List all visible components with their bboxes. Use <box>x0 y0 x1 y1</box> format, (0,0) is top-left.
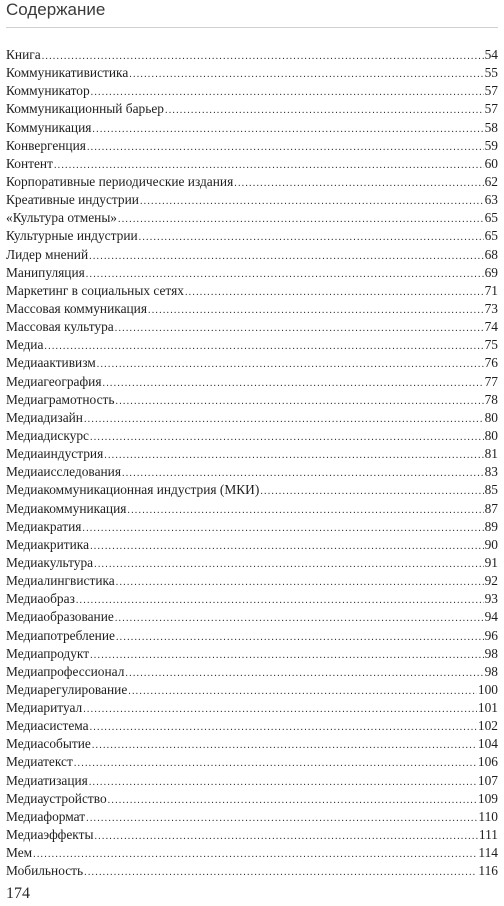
dot-leader <box>118 211 484 227</box>
toc-entry-term: Коммуникативистика <box>6 65 129 81</box>
dot-leader <box>90 538 484 554</box>
toc-entry[interactable] <box>6 536 498 554</box>
toc-entry-term: Массовая коммуникация <box>6 300 148 316</box>
toc-entry-term: Медиаобраз <box>6 591 75 607</box>
toc-entry-page: 77 <box>484 373 498 389</box>
toc-entry-page: 89 <box>484 518 498 534</box>
toc-entry-page: 59 <box>484 137 498 153</box>
toc-entry[interactable] <box>6 735 498 753</box>
toc-entry-term: Медиакультура <box>6 554 94 570</box>
toc-entry-page: 91 <box>484 554 498 570</box>
toc-entry[interactable] <box>6 590 498 608</box>
toc-entry-term: Манипуляция <box>6 264 85 280</box>
toc-entry[interactable] <box>6 554 498 572</box>
toc-entry-term: Медиаграмотность <box>6 391 115 407</box>
toc-entry-term: Медиаформат <box>6 808 86 824</box>
toc-entry[interactable] <box>6 318 498 336</box>
toc-entry-term: Медиалингвистика <box>6 573 115 589</box>
dot-leader <box>94 556 483 572</box>
toc-entry[interactable] <box>6 246 498 264</box>
toc-entry[interactable] <box>6 82 498 100</box>
toc-entry-page: 73 <box>484 300 498 316</box>
table-of-contents <box>6 46 498 880</box>
toc-entry-page: 74 <box>484 319 498 335</box>
toc-entry[interactable] <box>6 717 498 735</box>
toc-entry[interactable] <box>6 64 498 82</box>
toc-entry-page: 75 <box>484 337 498 353</box>
toc-entry[interactable] <box>6 826 498 844</box>
dot-leader <box>116 574 484 590</box>
dot-leader <box>97 356 484 372</box>
toc-entry-page: 98 <box>484 663 498 679</box>
dot-leader <box>42 48 484 64</box>
toc-entry-term: Медиаактивизм <box>6 355 96 371</box>
toc-entry[interactable] <box>6 409 498 427</box>
dot-leader <box>125 665 483 681</box>
dot-leader <box>185 284 484 300</box>
dot-leader <box>90 429 484 445</box>
toc-entry-page: 110 <box>478 808 498 824</box>
toc-entry[interactable] <box>6 282 498 300</box>
toc-entry-term: Медиакритика <box>6 536 90 552</box>
dot-leader <box>129 66 483 82</box>
dot-leader <box>122 465 484 481</box>
toc-entry-term: Лидер мнений <box>6 246 89 262</box>
toc-entry[interactable] <box>6 844 498 862</box>
toc-entry-term: Медиарегулирование <box>6 681 128 697</box>
toc-entry[interactable] <box>6 608 498 626</box>
toc-entry-page: 85 <box>484 482 498 498</box>
dot-leader <box>87 139 484 155</box>
dot-leader <box>76 592 484 608</box>
dot-leader <box>92 121 483 137</box>
toc-entry-page: 65 <box>484 228 498 244</box>
toc-entry-term: Медиаобразование <box>6 609 114 625</box>
toc-entry-page: 109 <box>477 790 498 806</box>
toc-entry-page: 80 <box>484 409 498 425</box>
dot-leader <box>84 411 484 427</box>
toc-entry-term: Медиаисследования <box>6 464 122 480</box>
toc-entry-term: Медиадискурс <box>6 427 89 443</box>
page-number: 174 <box>6 885 30 902</box>
toc-entry-term: Мем <box>6 845 33 861</box>
toc-entry-page: 55 <box>484 65 498 81</box>
dot-leader <box>89 774 477 790</box>
dot-leader <box>108 792 477 808</box>
toc-entry-term: Медиакратия <box>6 518 82 534</box>
toc-entry[interactable] <box>6 354 498 372</box>
toc-entry-term: Медиапродукт <box>6 645 90 661</box>
toc-entry-page: 62 <box>484 173 498 189</box>
toc-entry-page: 106 <box>477 754 498 770</box>
toc-entry[interactable] <box>6 645 498 663</box>
toc-entry[interactable] <box>6 137 498 155</box>
toc-entry-term: Медиатекст <box>6 754 73 770</box>
toc-entry-term: Культурные индустрии <box>6 228 138 244</box>
toc-entry-page: 81 <box>484 446 498 462</box>
toc-entry-term: Медиаустройство <box>6 790 107 806</box>
toc-entry[interactable] <box>6 500 498 518</box>
toc-entry-page: 101 <box>477 700 498 716</box>
toc-entry-page: 60 <box>484 155 498 171</box>
dot-leader <box>234 175 483 191</box>
toc-entry-page: 54 <box>484 47 498 62</box>
toc-entry[interactable] <box>6 391 498 409</box>
toc-entry-term: Книга <box>6 47 41 62</box>
dot-leader <box>86 810 477 826</box>
toc-entry[interactable] <box>6 627 498 645</box>
toc-entry[interactable] <box>6 681 498 699</box>
dot-leader <box>165 102 484 118</box>
dot-leader <box>116 393 484 409</box>
dot-leader <box>139 229 484 245</box>
toc-entry-term: Медиапрофессионал <box>6 663 125 679</box>
toc-entry[interactable] <box>6 753 498 771</box>
toc-entry[interactable] <box>6 227 498 245</box>
toc-entry[interactable] <box>6 336 498 354</box>
toc-entry[interactable] <box>6 373 498 391</box>
dot-leader <box>127 502 483 518</box>
toc-entry-page: 96 <box>484 627 498 643</box>
dot-leader <box>140 193 484 209</box>
toc-entry-term: Конвергенция <box>6 137 86 153</box>
toc-entry[interactable] <box>6 699 498 717</box>
toc-entry-page: 98 <box>484 645 498 661</box>
header-divider <box>6 27 498 28</box>
toc-entry[interactable] <box>6 772 498 790</box>
toc-entry[interactable] <box>6 155 498 173</box>
dot-leader <box>89 248 483 264</box>
toc-entry[interactable] <box>6 300 498 318</box>
toc-entry-page: 63 <box>484 192 498 208</box>
toc-entry-page: 93 <box>484 591 498 607</box>
toc-entry[interactable] <box>6 445 498 463</box>
toc-entry[interactable] <box>6 481 498 499</box>
toc-entry[interactable] <box>6 663 498 681</box>
toc-entry[interactable] <box>6 191 498 209</box>
toc-entry-page: 68 <box>484 246 498 262</box>
page-header <box>6 0 498 22</box>
toc-entry-term: Креативные индустрии <box>6 192 139 208</box>
toc-entry[interactable] <box>6 572 498 590</box>
toc-entry-term: Медиаиндустрия <box>6 446 104 462</box>
toc-entry-page: 80 <box>484 427 498 443</box>
dot-leader <box>128 683 477 699</box>
toc-entry-term: Медиатизация <box>6 772 88 788</box>
toc-entry[interactable] <box>6 100 498 118</box>
toc-entry-term: Массовая культура <box>6 319 114 335</box>
dot-leader <box>92 737 477 753</box>
toc-entry[interactable] <box>6 808 498 826</box>
toc-entry[interactable] <box>6 862 498 880</box>
toc-entry-term: Медиасобытие <box>6 736 91 752</box>
dot-leader <box>84 864 477 880</box>
toc-entry-page: 57 <box>484 83 498 99</box>
dot-leader <box>83 701 477 717</box>
toc-entry-term: Коммуникатор <box>6 83 90 99</box>
toc-entry-term: Корпоративные периодические издания <box>6 173 234 189</box>
toc-entry-page: 76 <box>484 355 498 371</box>
toc-entry[interactable] <box>6 173 498 191</box>
toc-entry-term: Медиагеография <box>6 373 102 389</box>
dot-leader <box>148 302 484 318</box>
toc-entry-page: 100 <box>477 681 498 697</box>
toc-entry-page: 57 <box>484 101 498 117</box>
toc-entry[interactable] <box>6 427 498 445</box>
dot-leader <box>103 375 484 391</box>
dot-leader <box>44 338 483 354</box>
dot-leader <box>94 828 477 844</box>
dot-leader <box>33 846 477 862</box>
toc-entry[interactable] <box>6 209 498 227</box>
dot-leader <box>54 157 484 173</box>
toc-entry-page: 111 <box>478 827 498 843</box>
toc-entry-term: Маркетинг в социальных сетях <box>6 282 184 298</box>
toc-entry-term: Медиадизайн <box>6 409 83 425</box>
toc-entry-page: 92 <box>484 573 498 589</box>
toc-entry-page: 69 <box>484 264 498 280</box>
dot-leader <box>86 266 484 282</box>
toc-entry-term: Контент <box>6 155 53 171</box>
toc-entry-page: 114 <box>478 845 498 861</box>
toc-entry-page: 104 <box>477 736 498 752</box>
dot-leader <box>104 447 483 463</box>
toc-entry-term: Медиа <box>6 337 44 353</box>
toc-entry-page: 78 <box>484 391 498 407</box>
toc-entry[interactable] <box>6 790 498 808</box>
toc-entry-term: Медиаритуал <box>6 700 83 716</box>
toc-entry-page: 116 <box>478 863 498 879</box>
dot-leader <box>74 755 477 771</box>
toc-entry-page: 58 <box>484 119 498 135</box>
toc-entry[interactable] <box>6 518 498 536</box>
dot-leader <box>82 520 483 536</box>
toc-entry-term: Медиапотребление <box>6 627 115 643</box>
toc-entry[interactable] <box>6 463 498 481</box>
toc-entry[interactable] <box>6 46 498 64</box>
toc-entry-page: 71 <box>484 282 498 298</box>
dot-leader <box>91 84 484 100</box>
toc-entry-page: 83 <box>484 464 498 480</box>
toc-entry-term: Коммуникация <box>6 119 92 135</box>
toc-entry-term: Медиакоммуникационная индустрия (МКИ) <box>6 482 260 498</box>
dot-leader <box>116 629 484 645</box>
toc-entry-term: Медиасистема <box>6 718 89 734</box>
dot-leader <box>115 320 484 336</box>
dot-leader <box>115 610 484 626</box>
dot-leader <box>90 647 484 663</box>
toc-entry-term: «Культура отмены» <box>6 210 118 226</box>
toc-entry-term: Мобильность <box>6 863 84 879</box>
dot-leader <box>90 719 477 735</box>
toc-entry-term: Коммуникационный барьер <box>6 101 164 117</box>
dot-leader <box>260 483 483 499</box>
toc-entry[interactable] <box>6 119 498 137</box>
toc-entry-page: 102 <box>477 718 498 734</box>
toc-entry-page: 65 <box>484 210 498 226</box>
toc-entry-page: 87 <box>484 500 498 516</box>
toc-entry-term: Медиаэффекты <box>6 827 94 843</box>
page-title: Содержание <box>6 0 106 19</box>
toc-entry-page: 107 <box>477 772 498 788</box>
toc-entry-page: 90 <box>484 536 498 552</box>
toc-entry[interactable] <box>6 264 498 282</box>
toc-entry-page: 94 <box>484 609 498 625</box>
toc-entry-term: Медиакоммуникация <box>6 500 127 516</box>
